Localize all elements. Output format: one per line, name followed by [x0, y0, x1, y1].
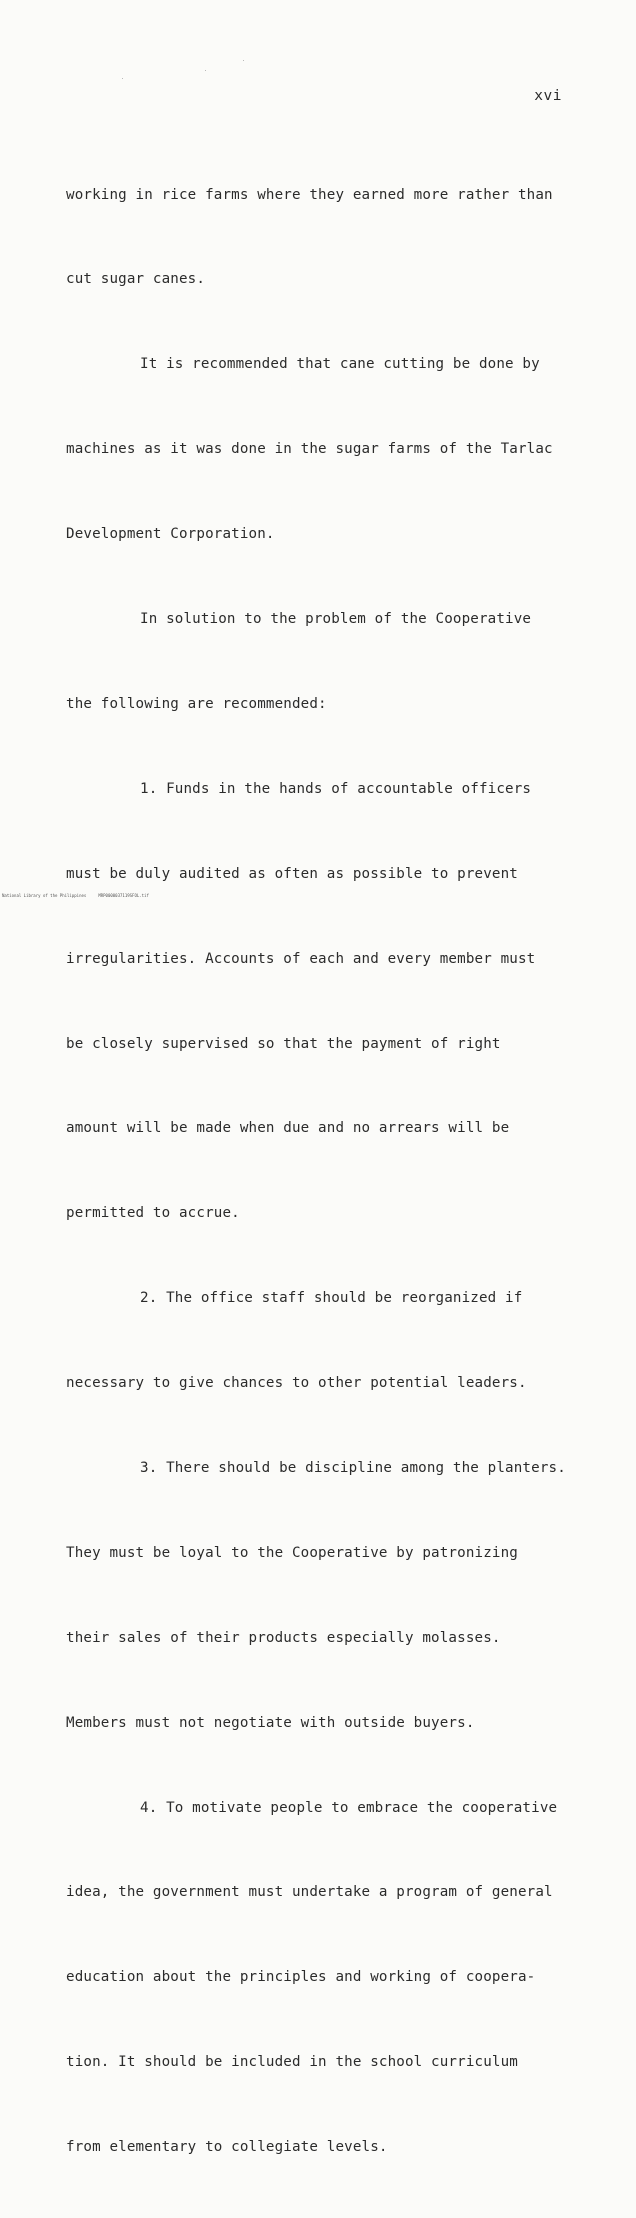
text-line: necessary to give chances to other potential leaders. — [66, 1375, 527, 1392]
text-line: cut sugar canes. — [66, 271, 206, 288]
page-number: xvi — [534, 88, 562, 104]
text-line: idea, the government must undertake a program of general — [66, 1884, 553, 1901]
recommendation-3-start: 3. There should be discipline among the planters. — [140, 1459, 566, 1476]
text-line: the following are recommended: — [66, 695, 327, 712]
text-line: In solution to the problem of the Cooperative — [140, 611, 532, 628]
scan-speck — [243, 60, 244, 61]
text-line: education about the principles and working of coopera- — [66, 1969, 536, 1986]
text-line: tion. It should be included in the school curriculum — [66, 2054, 518, 2071]
scan-speck — [205, 70, 206, 71]
text-line: amount will be made when due and no arrears will be — [66, 1120, 510, 1137]
text-line: Development Corporation. — [66, 526, 275, 543]
text-line: machines as it was done in the sugar farms of the Tarlac — [66, 441, 553, 458]
text-line: irregularities. Accounts of each and every member must — [66, 950, 536, 967]
text-line: must be duly audited as often as possible to prevent — [66, 865, 518, 882]
text-line: permitted to accrue. — [66, 1205, 240, 1222]
scan-speck — [122, 78, 123, 79]
text-line: It is recommended that cane cutting be done by — [140, 356, 540, 373]
recommendation-1-start: 1. Funds in the hands of accountable officers — [140, 780, 532, 797]
text-line: Members must not negotiate with outside buyers. — [66, 1714, 475, 1731]
text-line: from elementary to collegiate levels. — [66, 2139, 388, 2156]
body-text — [66, 124, 596, 2218]
scan-footer: National Library of the Philippines MRP0000037119SFOL.tif — [2, 893, 149, 898]
recommendation-4-start: 4. To motivate people to embrace the cooperative — [140, 1799, 558, 1816]
text-line: their sales of their products especially molasses. — [66, 1629, 501, 1646]
text-line: working in rice farms where they earned more rather than — [66, 186, 553, 203]
text-line: They must be loyal to the Cooperative by patronizing — [66, 1544, 518, 1561]
text-line: be closely supervised so that the payment of right — [66, 1035, 501, 1052]
recommendation-2-start: 2. The office staff should be reorganized if — [140, 1290, 523, 1307]
